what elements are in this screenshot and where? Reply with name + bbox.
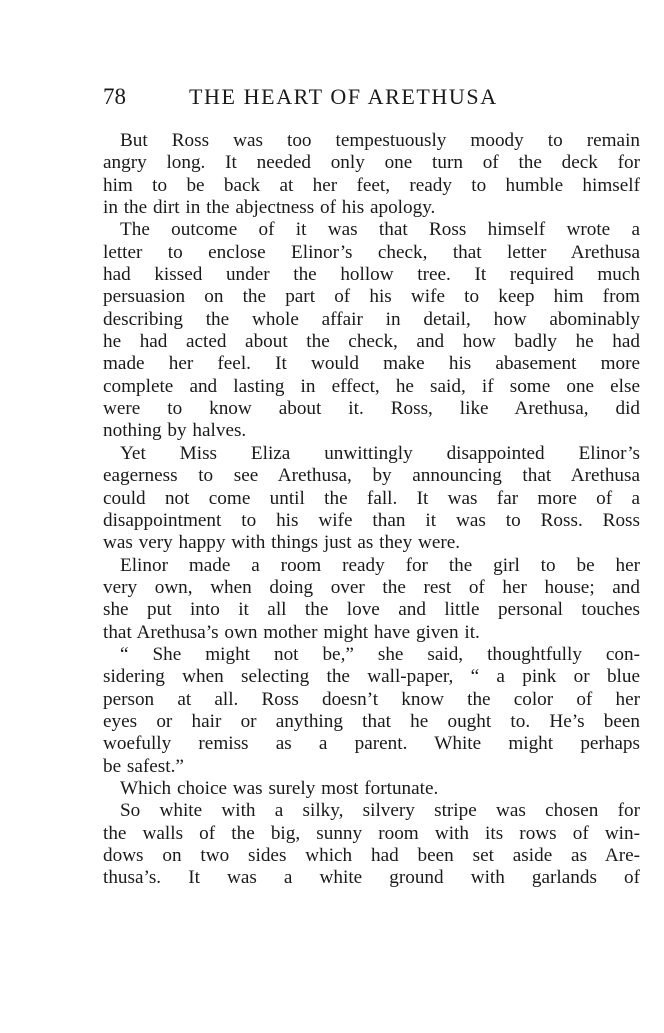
- text-line: made her feel. It would make his abasement more: [103, 353, 640, 375]
- text-line: thusa’s. It was a white ground with garlands of: [103, 867, 640, 889]
- text-line: were to know about it. Ross, like Arethusa, did: [103, 398, 640, 420]
- text-line: had kissed under the hollow tree. It required much: [103, 264, 640, 286]
- text-line: “ She might not be,” she said, thoughtfully con-: [120, 643, 640, 665]
- text-line: Which choice was surely most fortunate.: [120, 777, 439, 799]
- text-line: dows on two sides which had been set aside as Are-: [103, 845, 640, 866]
- text-line: she put into it all the love and little personal touches: [103, 599, 640, 621]
- text-line: So white with a silky, silvery stripe was chosen for: [120, 800, 640, 822]
- running-header: [103, 84, 643, 114]
- text-line: be safest.”: [103, 755, 184, 777]
- text-line: woefully remiss as a parent. White might perhaps: [103, 733, 640, 755]
- text-line: person at all. Ross doesn’t know the color of her: [103, 688, 640, 710]
- text-line: he had acted about the check, and how badly he had: [103, 331, 640, 353]
- text-line: could not come until the fall. It was far more of a: [103, 487, 640, 509]
- text-line: very own, when doing over the rest of her house; and: [103, 576, 640, 598]
- text-line: letter to enclose Elinor’s check, that letter Arethusa: [103, 241, 640, 263]
- text-line: was very happy with things just as they were.: [103, 532, 461, 554]
- text-line: complete and lasting in effect, he said, if some one else: [103, 375, 640, 397]
- text-line: that Arethusa’s own mother might have given it.: [103, 621, 480, 643]
- text-line: describing the whole affair in detail, how abominably: [103, 308, 640, 330]
- text-line: the walls of the big, sunny room with its rows of win-: [103, 822, 640, 844]
- text-line: nothing by halves.: [103, 420, 247, 442]
- running-title: THE HEART OF ARETHUSA: [189, 84, 498, 109]
- text-line: Yet Miss Eliza unwittingly disappointed Elinor’s: [120, 442, 640, 464]
- page-body-text: [103, 130, 640, 890]
- text-line: him to be back at her feet, ready to humble himself: [103, 174, 640, 196]
- text-line: disappointment to his wife than it was to Ross. Ross: [103, 509, 640, 531]
- text-line: But Ross was too tempestuously moody to remain: [120, 130, 640, 151]
- text-line: in the dirt in the abjectness of his apology.: [103, 197, 436, 219]
- text-line: eagerness to see Arethusa, by announcing that Arethusa: [103, 465, 640, 487]
- text-line: eyes or hair or anything that he ought to. He’s been: [103, 710, 640, 732]
- page-number: 78: [103, 84, 126, 109]
- text-line: sidering when selecting the wall-paper, “ a pink or blue: [103, 666, 640, 688]
- text-line: persuasion on the part of his wife to keep him from: [103, 286, 640, 308]
- text-line: angry long. It needed only one turn of the deck for: [103, 152, 640, 174]
- text-line: The outcome of it was that Ross himself wrote a: [120, 219, 640, 241]
- text-line: Elinor made a room ready for the girl to be her: [120, 554, 640, 576]
